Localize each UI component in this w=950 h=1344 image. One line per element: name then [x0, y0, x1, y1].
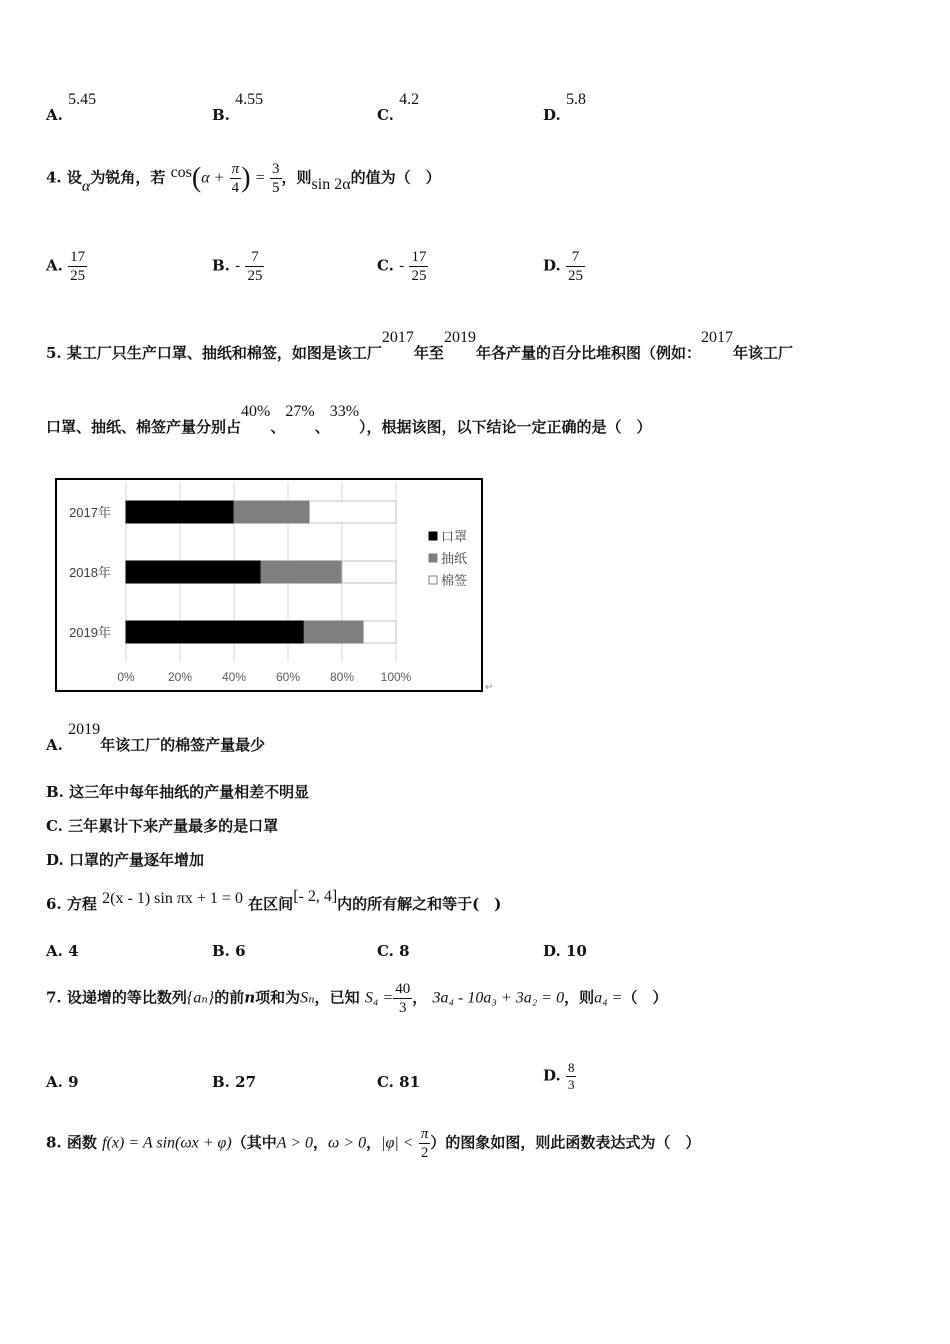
q7-option-a: A. 9 [46, 1073, 79, 1091]
q5-option-a: A. 2019年该工厂的棉签产量最少 [46, 721, 266, 754]
chart-legend [429, 529, 467, 588]
q6-option-c: C. 8 [377, 942, 410, 960]
return-mark: ↵ [485, 682, 494, 693]
question-7: 7. 设递增的等比数列{aₙ}的前n项和为Sₙ，已知 S₄ = $\frac{40}{3}$ ， 3a₄ - 10a₃ + 3a₂ = 0，则a₄ =（ ） [46, 981, 668, 1016]
chart-svg [55, 478, 483, 692]
legend-swatch [429, 532, 437, 540]
q3-option-c: C. 4.2 [377, 91, 420, 124]
q3-option-d: D. 5.8 [543, 91, 586, 124]
q3-option-b: B. 4.55 [212, 91, 264, 124]
category-label: 2018年 [69, 565, 111, 580]
category-label: 2019年 [69, 625, 111, 640]
question-5-line-2: 口罩、抽纸、棉签产量分别占40%、27%、33%），根据该图，以下结论一定正确的是（ ） [46, 403, 652, 436]
q4-option-a: A. $\frac{17}{25}$ [46, 249, 86, 284]
bar-segment [364, 621, 396, 643]
bar-segment [234, 501, 310, 523]
stacked-bar-chart [55, 478, 483, 692]
bar-segment [342, 561, 396, 583]
bar-segment [126, 621, 304, 643]
legend-label: 口罩 [441, 529, 468, 544]
q7-option-c: C. 81 [377, 1073, 421, 1091]
q6-option-b: B. 6 [212, 942, 246, 960]
question-4: 4. 设α为锐角，若 cos(α + $\frac{\pi}{4}$ ) = $\frac{3}{5}$ ，则sin 2α的值为（ ） [46, 161, 441, 196]
bar-segment [310, 501, 396, 523]
q7-option-d: D. $\frac{8}{3}$ [543, 1060, 575, 1092]
q5-option-c: C. 三年累计下来产量最多的是口罩 [46, 817, 279, 835]
x-tick-label: 100% [380, 670, 412, 684]
bar-segment [126, 501, 234, 523]
q3-option-a: A. 5.45 [46, 91, 97, 124]
x-tick-label: 60% [275, 670, 301, 684]
legend-label: 棉签 [441, 573, 468, 588]
q6-option-a: A. 4 [46, 942, 79, 960]
x-tick-label: 40% [221, 670, 247, 684]
bar-segment [304, 621, 363, 643]
x-tick-label: 20% [167, 670, 193, 684]
question-5-line-1: 5. 某工厂只生产口罩、抽纸和棉签，如图是该工厂2017年至2019年各产量的百分比堆积图（例如：2017年该工厂 [46, 329, 793, 362]
category-label: 2017年 [69, 505, 111, 520]
q5-option-b: B. 这三年中每年抽纸的产量相差不明显 [46, 783, 310, 801]
q4-option-b: B. - $\frac{7}{25}$ [212, 249, 263, 284]
bar-segment [126, 561, 261, 583]
legend-swatch [429, 554, 437, 562]
legend-label: 抽纸 [441, 551, 468, 566]
q4-option-c: C. - $\frac{17}{25}$ [377, 249, 427, 284]
q5-option-d: D. 口罩的产量逐年增加 [46, 851, 204, 869]
x-tick-label: 80% [329, 670, 355, 684]
legend-swatch [429, 576, 437, 584]
q6-option-d: D. 10 [543, 942, 587, 960]
q7-option-b: B. 27 [212, 1073, 257, 1091]
x-tick-label: 0% [117, 670, 135, 684]
q4-option-d: D. $\frac{7}{25}$ [543, 249, 583, 284]
question-8: 8. 函数 f(x) = A sin(ωx + φ)（其中A > 0，ω > 0，|φ| < $\frac{\pi}{2}$ ）的图象如图，则此函数表达式为（ ） [46, 1126, 701, 1161]
question-6: 6. 方程 2(x - 1) sin πx + 1 = 0 在区间[- 2, 4]内的所有解之和等于( ) [46, 888, 502, 913]
chart-bars [126, 501, 396, 643]
bar-segment [261, 561, 342, 583]
